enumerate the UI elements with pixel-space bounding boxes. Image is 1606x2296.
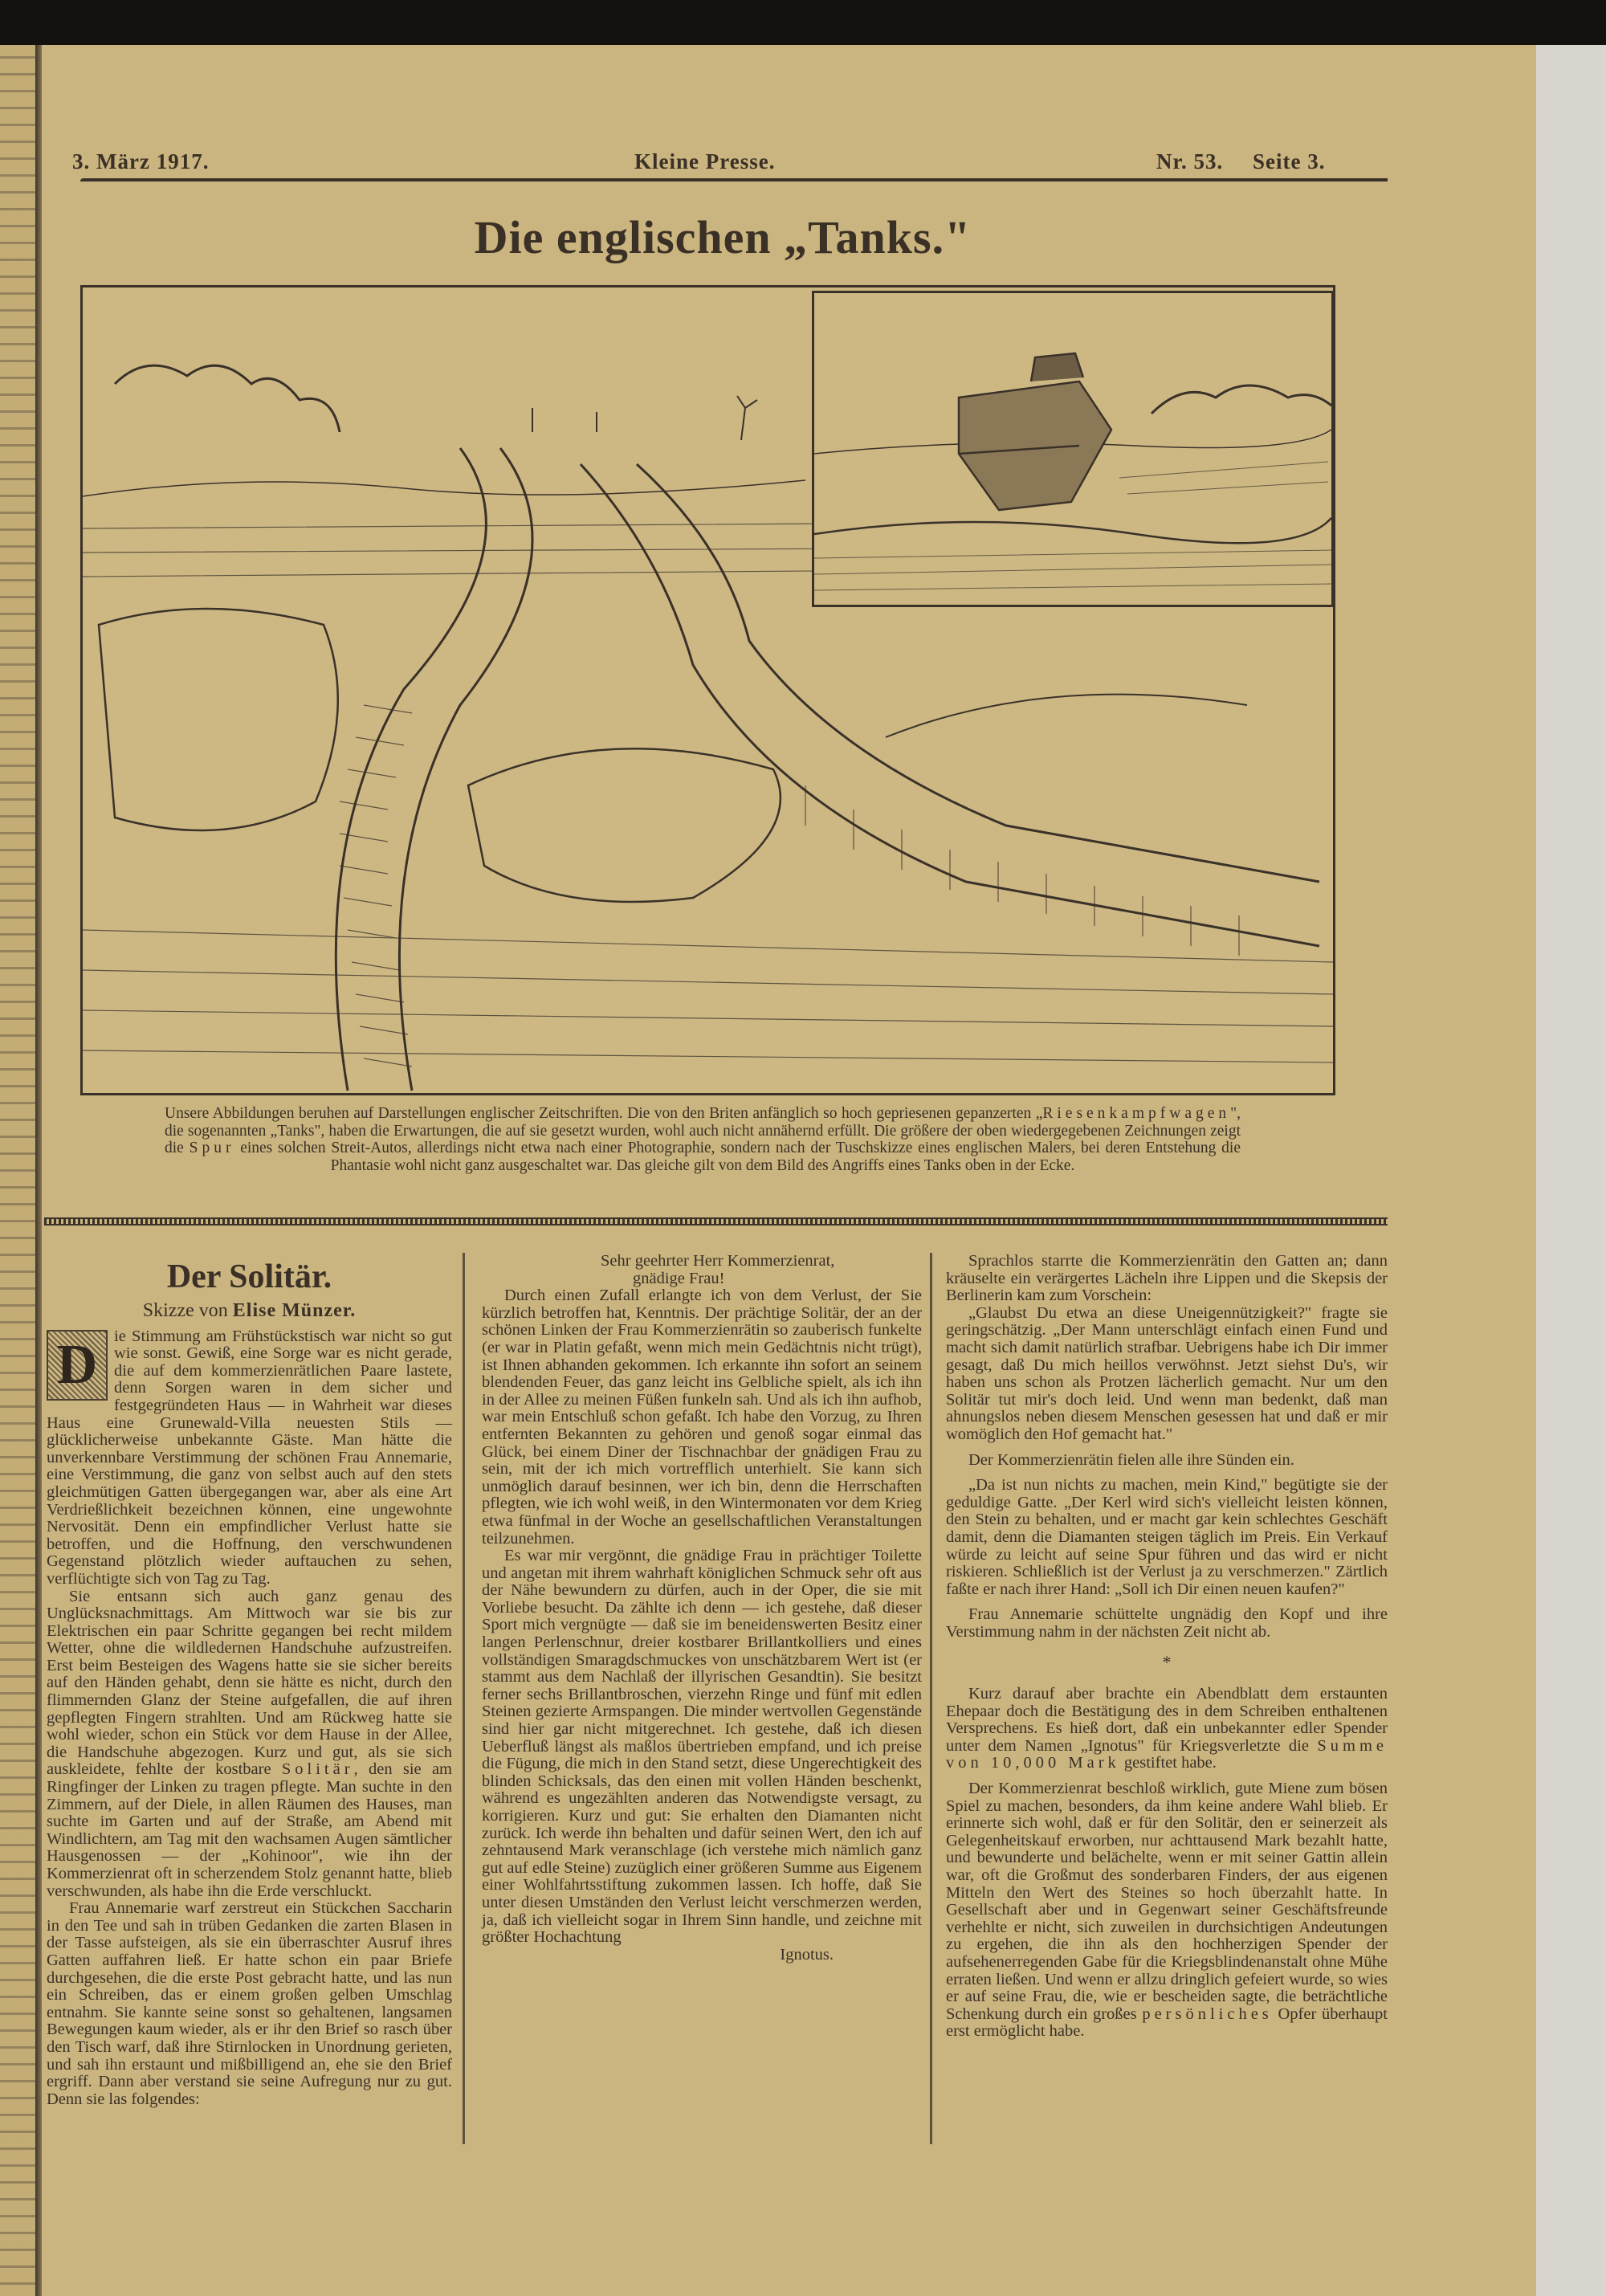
article-title: Die englischen „Tanks." xyxy=(474,211,972,263)
story-byline xyxy=(47,1300,452,1321)
scan-background xyxy=(1536,45,1606,2296)
header-page-number: Seite 3. xyxy=(1253,149,1326,173)
letter-salutation: Sehr geehrter Herr Kommerzienrat, xyxy=(601,1252,835,1270)
paragraph: „Da ist nun nichts zu machen, mein Kind," begütigte sie der geduldige Gatte. „Der Kerl wird sich's vielleicht leisten können, den Stein zu behalten, und er macht gar kein schlechtes Geschäft damit, denn die Diamanten steigen täglich im Preis. Ein Verkauf würde zu leicht auf seine Spur führen und das wird er nicht riskieren. Schließlich ist der Verlust ja zu verschmerzen." Zärtlich faßte er nach ihrer Hand: „Soll ich Dir einen neuen kaufen?" xyxy=(946,1476,1388,1598)
story-column-2 xyxy=(482,1253,922,1964)
story-column-1 xyxy=(47,1253,452,2108)
paragraph: Frau Annemarie schüttelte ungnädig den Kopf und ihre Verstimmung nahm in der nächsten Zeit nicht ab. xyxy=(946,1605,1388,1641)
paragraph xyxy=(946,1686,1388,1772)
paragraph: „Glaubst Du etwa an diese Uneigennützigkeit?" fragte sie geringschätzig. „Der Mann unterschlägt einfach einen Fund und macht sich damit natürlich strafbar. Uebrigens habe ich Dir immer gesagt, daß Du mich heillos verwöhnst. Jetzt siehst Du's, wir haben uns schon als Protzen lächerlich gemacht. Nur um den Solitär tut mir's doch leid. Und wenn man bedenkt, daß man ahnungslos neben diesem Menschen gesessen hat und daß er mir womöglich den Hof gemacht hat." xyxy=(946,1303,1388,1443)
paragraph: Der Kommerzienrätin fielen alle ihre Sünden ein. xyxy=(968,1450,1294,1469)
emphasis-text: Solitär xyxy=(281,1760,354,1779)
paragraph-text: Kurz darauf aber brachte ein Abendblatt dem erstaunten Ehepaar doch die Bestätigung des in dem Schreiben enthaltenen Versprechens. Es hieß dort, daß ein unbekannter edler Spender unter dem Namen „Ignotus" für Kriegsverletzte die xyxy=(946,1685,1388,1755)
header-paper-name: Kleine Presse. xyxy=(634,149,776,173)
paragraph-text: , den sie am Ringfinger der Linken zu tragen pflegte. Man suchte in den Zimmern, auf der Diele, in allen Räumen des Hauses, man suchte im Garten und auf der Straße, am Abend mit Windlichtern, am Tag mit den wachsamen Augen sämtlicher Hausgenossen — der „Kohinoor", wie ihn der Kommerzienrat oft in scherzendem Stolz genannt hatte, blieb verschwunden, als habe ihn die Erde verschluckt. xyxy=(47,1760,452,1900)
column-rule xyxy=(930,1253,932,2144)
paragraph-text: gestiftet habe. xyxy=(1119,1754,1217,1772)
paragraph-text: Sie entsann sich auch ganz genau des Unglücksnachmittags. Am Mittwoch war sie bis zur Elektrischen ein paar Schritte gegangen bei recht mildem Wetter, ohne die wildledernen Handschuhe aufzustreifen. Erst beim Besteigen des Wagens hatte sie sie sicher bereits auf den Händen gehabt, denn sie hätte es nicht, durch den flimmernden Glanz der Steine aufgefallen, die auf ihren gepflegten Fingern strahlten. Und am Rückweg hatte sie wohl wieder, schon ein Stück vor dem Hause in der Allee, die Handschuhe abgezogen. Kurz und gut, als sie sich auskleidete, fehlte der kostbare xyxy=(47,1587,452,1779)
paragraph-text: Opfer überhaupt erst ermöglicht habe. xyxy=(946,2004,1388,2041)
emphasis-text: Summe von 10,000 Mark xyxy=(946,1736,1388,1772)
story-column-3 xyxy=(946,1253,1388,2041)
letter-signature: Ignotus. xyxy=(780,1945,834,1964)
header-date: 3. März 1917. xyxy=(72,149,210,173)
caption-text: ", die sogenannten „Tanks", haben die Erwartungen, die auf sie gesetzt wurden, wohl auch nicht annähernd erfüllt. Die größere der oben wiedergegebenen Zeichnungen zeigt die xyxy=(165,1105,1241,1156)
tank-inset-illustration xyxy=(812,291,1334,607)
section-star-separator: * xyxy=(1162,1652,1172,1673)
scanner-top-band xyxy=(0,0,1606,45)
header-issue-number: Nr. 53. xyxy=(1156,149,1224,173)
story-title: Der Solitär. xyxy=(166,1258,332,1295)
book-gutter xyxy=(35,45,42,2296)
paragraph-text: ie Stimmung am Frühstückstisch war nicht so gut wie sonst. Gewiß, eine Sorge war es nicht gerade, die auf dem kommerzienrätlichen Paare lastete, denn Sorgen waren in dem sicher und festgegründeten Haus — in Wahrheit war dieses Haus eine Grunewald-Villa neuesten Stils — glücklicherweise unbekannte Gäste. Man hätte die unverkennbare Verstimmung der schönen Frau Annemarie, eine Verstimmung, die ganz von selbst auch auf den stets gleichmütigen Gatten übergegangen war, aber als eine Art Verdrießlichkeit bezeichnen können, eine ungewohnte Nervosität. Denn ein empfindlicher Verlust hatte sie betroffen, und die Hoffnung, den verschwundenen Gegenstand plötzlich wieder auftauchen zu sehen, verflüchtigte sich von Tag zu Tag. xyxy=(47,1327,452,1588)
adjacent-page-edge xyxy=(0,45,35,2296)
paragraph: Sprachlos starrte die Kommerzienrätin den Gatten an; dann kräuselte ein verärgertes Lächeln ihre Lippen und die Skepsis der Berlinerin kam zum Vorschein: xyxy=(946,1252,1388,1305)
paragraph-text: Der Kommerzienrat beschloß wirklich, gute Miene zum bösen Spiel zu machen, besonders, da ihm keine andere Wahl blieb. Er erinnerte sich wohl, daß er für den Solitär, den er seinerzeit als Gelegenheitskauf erworben, nur achttausend Mark bezahlt hatte, und bewunderte und belächelte, wenn er mit seiner Gattin allein war, oft die Großmut des sonderbaren Finders, der aus eigenen Mitteln den Wert des Steines so hoch überzahlt hatte. In Gesellschaft aber und in Gegenwart seiner Geschäftsfreunde verhehlte er nicht, sich zuweilen in durchsichtigen Andeutungen zu ergehen, die ihn als den hochherzigen Spender der aufsehenerregenden Gabe für die Kriegsblindenanstalt ohne Mühe erraten ließen. Und wenn er allzu dringlich gefeiert wurde, so wies er auf seine Frau, die, wie er bescheiden sagte, die beträchtliche Schenkung durch ein großes xyxy=(946,1780,1388,2023)
paragraph: Durch einen Zufall erlangte ich von dem Verlust, der Sie kürzlich betroffen hat, Kenntnis. Der prächtige Solitär, der an der schönen Linken der Frau Kommerzienrätin so zauberisch funkelte (er war in Platin gefaßt, wenn mich mein Gedächtnis nicht trügt), ist Ihnen abhanden gekommen. Ich erkannte ihn sofort an seinem blendenden Feuer, das ganz leicht ins Gelbliche spielt, als ich ihn in der Allee zu meinen Füßen funkeln sah. Und als ich ihn aufhob, war mein Entschluß schon gefaßt. Ich habe den Vorzug, zu Ihren entfernten Bekannten zu gehören und genoß sogar einmal das Glück, bei einem Diner der Tischnachbar der gnädigen Frau zu sein, mit der ich mich vortrefflich unterhielt. Sie kann sich unmöglich darauf besinnen, wer ich bin, denn die Herrschaften pflegten, wie ich wohl weiß, in den Wintermonaten vor dem Krieg etwa fünfmal in der Woche an gesellschaftlichen Veranstaltungen teilzunehmen. xyxy=(482,1287,922,1548)
ornamental-dropcap: D xyxy=(47,1330,108,1401)
byline-prefix: Skizze von xyxy=(142,1300,228,1321)
caption-text: eines solchen Streit-Autos, allerdings nicht etwa nach einer Photographie, sondern nach der Tuschskizze eines englischen Malers, bei deren Entstehung die Phantasie wohl nicht ganz ausgeschaltet war. Das gleiche gilt von dem Bild des Angriffs eines Tanks oben in der Ecke. xyxy=(234,1140,1241,1174)
tank-drawing xyxy=(814,293,1331,605)
emphasis-text: persönliches xyxy=(1142,2004,1273,2023)
paragraph xyxy=(946,1780,1388,2041)
section-separator xyxy=(44,1217,1388,1225)
letter-salutation: gnädige Frau! xyxy=(633,1269,725,1287)
caption-emphasis: Riesenkampfwagen xyxy=(1042,1105,1231,1122)
paragraph: Frau Annemarie warf zerstreut ein Stückchen Saccharin in den Tee und sah in trüben Gedanken die zarten Blasen in der Tasse aufsteigen, als sie ein überraschter Ausruf ihres Gatten auffahren ließ. Er hatte schon ein paar Briefe durchgesehen, die die erste Post gebracht hatte, und las nun ein Schreiben, das er einem großen gelben Umschlag entnahm. Sie kannte seine sonst so gehaltenen, langsamen Bewegungen kaum wieder, als er ihr den Brief so rasch über den Tisch warf, daß ihre Stirnlocken in Unordnung gerieten, und sah ihn erstaunt und mißbilligend an, ehe sie den Brief ergriff. Dann aber verstand sie seine Aufregung nur zu gut. Denn sie las folgendes: xyxy=(47,1899,452,2108)
header-rule xyxy=(80,178,1388,181)
column-rule xyxy=(463,1253,465,2144)
paragraph xyxy=(47,1588,452,1901)
paragraph: Es war mir vergönnt, die gnädige Frau in prächtiger Toilette und angetan mit ihrem wahrhaft königlichen Schmuck sehr oft aus der Nähe bewundern zu dürfen, auch in der Oper, die sie mit Vorliebe besucht. Da zählte ich denn — ich gestehe, daß dieser Sport mich vergnügte — daß sie im beneidenswerten Besitz einer langen Perlenschnur, dreier kostbarer Brillantkolliers und eines vollständigen Smaragdschmuckes von unschätzbarem Wert ist (er stammt aus dem Nachlaß der illyrischen Gesandtin). Sie besitzt ferner sechs Brillantbroschen, vierzehn Ringe und fünf mit edlen Steinen gezierte Armspangen. Die minder wertvollen Gegenstände sind hier gar nicht mitgerechnet. Ich gestehe, daß ich diesen Ueberfluß längst als maßlos übertrieben empfand, und ich preise die Fügung, die mich in den Stand setzt, diese Ungerechtigkeit des blinden Schicksals, das den einen mit vollen Händen beschenkt, während es ungezählten anderen das Notwendigste versagt, zu korrigieren. Kurz und gut: Sie erhalten den Diamanten nicht zurück. Ich werde ihn behalten und dafür seinen Wert, den ich auf zehntausend Mark veranschlage (ich verstehe mich nämlich ganz gut auf edle Steine) zuzüglich einer größeren Summe aus Eigenem einer Wohlfahrtsstiftung zukommen lassen. Ich hoffe, daß Sie unter diesen Umständen den Verlust leicht verschmerzen werden, ja, daß ich vielleicht sogar in Ihrem Sinn handle, und zeichne mit größter Hochachtung xyxy=(482,1547,922,1947)
paragraph xyxy=(47,1328,452,1588)
illustration-caption xyxy=(165,1105,1241,1174)
trench-illustration xyxy=(80,285,1335,1095)
author-name: Elise Münzer. xyxy=(232,1300,357,1321)
caption-emphasis: Spur xyxy=(189,1140,235,1156)
caption-text: Unsere Abbildungen beruhen auf Darstellungen englischer Zeitschriften. Die von den Briten anfänglich so hoch gepriesenen gepanzerten „ xyxy=(165,1105,1043,1122)
